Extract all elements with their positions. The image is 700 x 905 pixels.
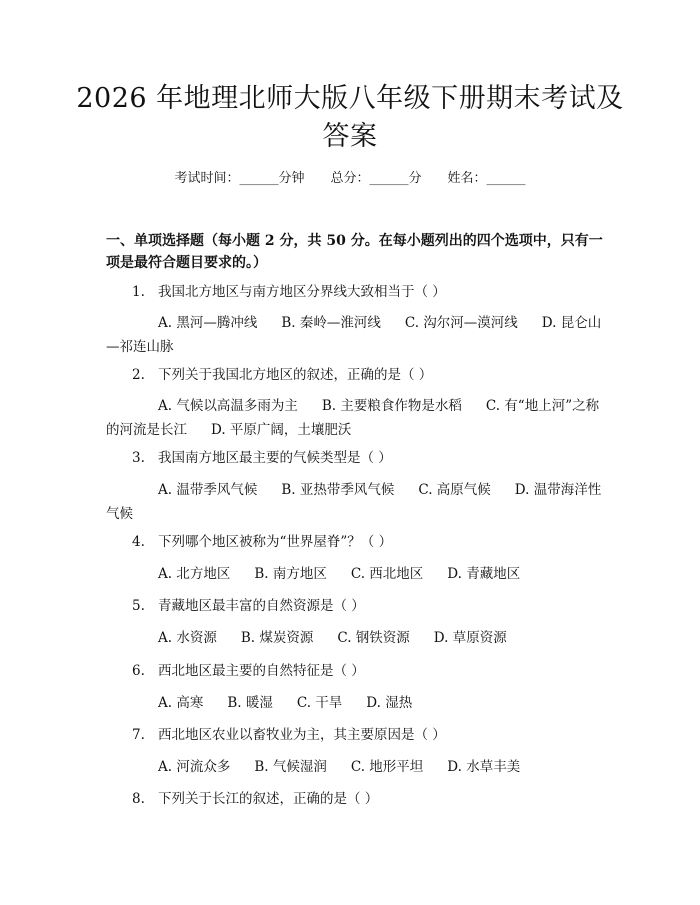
option-b: B. 秦岭—淮河线: [281, 315, 381, 331]
exam-name: 姓名：______: [447, 171, 526, 186]
question-number: 5.: [132, 598, 145, 614]
option-b: B. 暖湿: [227, 695, 273, 711]
option-a: A. 高寒: [158, 695, 204, 711]
option-a: A. 水资源: [158, 630, 217, 646]
question-6: [106, 661, 606, 681]
option-a: A. 温带季风气候: [158, 482, 258, 498]
question-3-options: [106, 478, 606, 526]
question-number: 4.: [132, 534, 145, 550]
question-6-options: [106, 691, 606, 715]
option-d: D. 昆仑山—祁连山脉: [106, 315, 602, 355]
title-line-2: 答案: [322, 121, 378, 152]
exam-meta: [0, 170, 700, 188]
question-5: [106, 596, 606, 616]
option-c: C. 沟尔河—漠河线: [404, 315, 518, 331]
option-b: B. 亚热带季风气候: [281, 482, 395, 498]
option-b: B. 南方地区: [254, 566, 327, 582]
option-a: A. 黑河—腾冲线: [158, 315, 258, 331]
option-b: B. 煤炭资源: [240, 630, 314, 646]
question-text: 西北地区农业以畜牧业为主，其主要原因是（ ）: [158, 727, 446, 743]
question-4: [106, 532, 606, 552]
question-7-options: [106, 755, 606, 779]
question-text: 我国南方地区最主要的气候类型是（ ）: [158, 450, 392, 466]
exam-time: 考试时间：______分钟: [174, 171, 305, 186]
question-number: 7.: [132, 727, 145, 743]
option-a: A. 气候以高温多雨为主: [158, 398, 298, 414]
question-text: 下列关于我国北方地区的叙述，正确的是（ ）: [158, 367, 433, 383]
option-c: C. 地形平坦: [350, 759, 424, 775]
question-number: 2.: [132, 367, 145, 383]
question-7: [106, 725, 606, 745]
option-a: A. 北方地区: [158, 566, 231, 582]
option-c: C. 高原气候: [418, 482, 491, 498]
question-5-options: [106, 626, 606, 650]
question-number: 3.: [132, 450, 145, 466]
question-2-options: [106, 394, 606, 442]
title-line-1: 2026 年地理北师大版八年级下册期末考试及: [76, 83, 624, 114]
option-c: C. 钢铁资源: [337, 630, 410, 646]
exam-score: 总分：______分: [330, 171, 422, 186]
option-c: C. 西北地区: [350, 566, 424, 582]
question-number: 1.: [132, 284, 145, 300]
option-c: C. 干旱: [296, 695, 343, 711]
option-d: D. 温带海洋性气候: [106, 482, 602, 522]
question-text: 我国北方地区与南方地区分界线大致相当于（ ）: [158, 284, 446, 300]
option-b: B. 气候湿润: [254, 759, 327, 775]
question-text: 西北地区最主要的自然特征是（ ）: [158, 663, 365, 679]
page-title: [60, 80, 640, 156]
option-d: D. 青藏地区: [447, 566, 521, 582]
option-d: D. 平原广阔，土壤肥沃: [211, 422, 352, 438]
question-4-options: [106, 562, 606, 586]
section-heading: 一、单项选择题（每小题 2 分，共 50 分。在每小题列出的四个选项中，只有一项是最符合题目要求的。）: [106, 233, 603, 271]
option-d: D. 湿热: [366, 695, 413, 711]
option-d: D. 水草丰美: [447, 759, 521, 775]
question-2: [106, 365, 606, 385]
question-text: 下列关于长江的叙述，正确的是（ ）: [158, 791, 379, 807]
question-text: 青藏地区最丰富的自然资源是（ ）: [158, 598, 365, 614]
question-number: 6.: [132, 663, 145, 679]
option-d: D. 草原资源: [433, 630, 507, 646]
option-b: B. 主要粮食作物是水稻: [321, 398, 462, 414]
question-number: 8.: [132, 791, 145, 807]
question-1-options: [106, 311, 606, 359]
question-text: 下列哪个地区被称为“世界屋脊”？（ ）: [158, 534, 393, 550]
option-c: C. 有“地上河”之称的河流是长江: [106, 398, 600, 438]
question-1: [106, 282, 606, 302]
question-8: [106, 789, 606, 809]
question-3: [106, 448, 606, 468]
option-a: A. 河流众多: [158, 759, 231, 775]
